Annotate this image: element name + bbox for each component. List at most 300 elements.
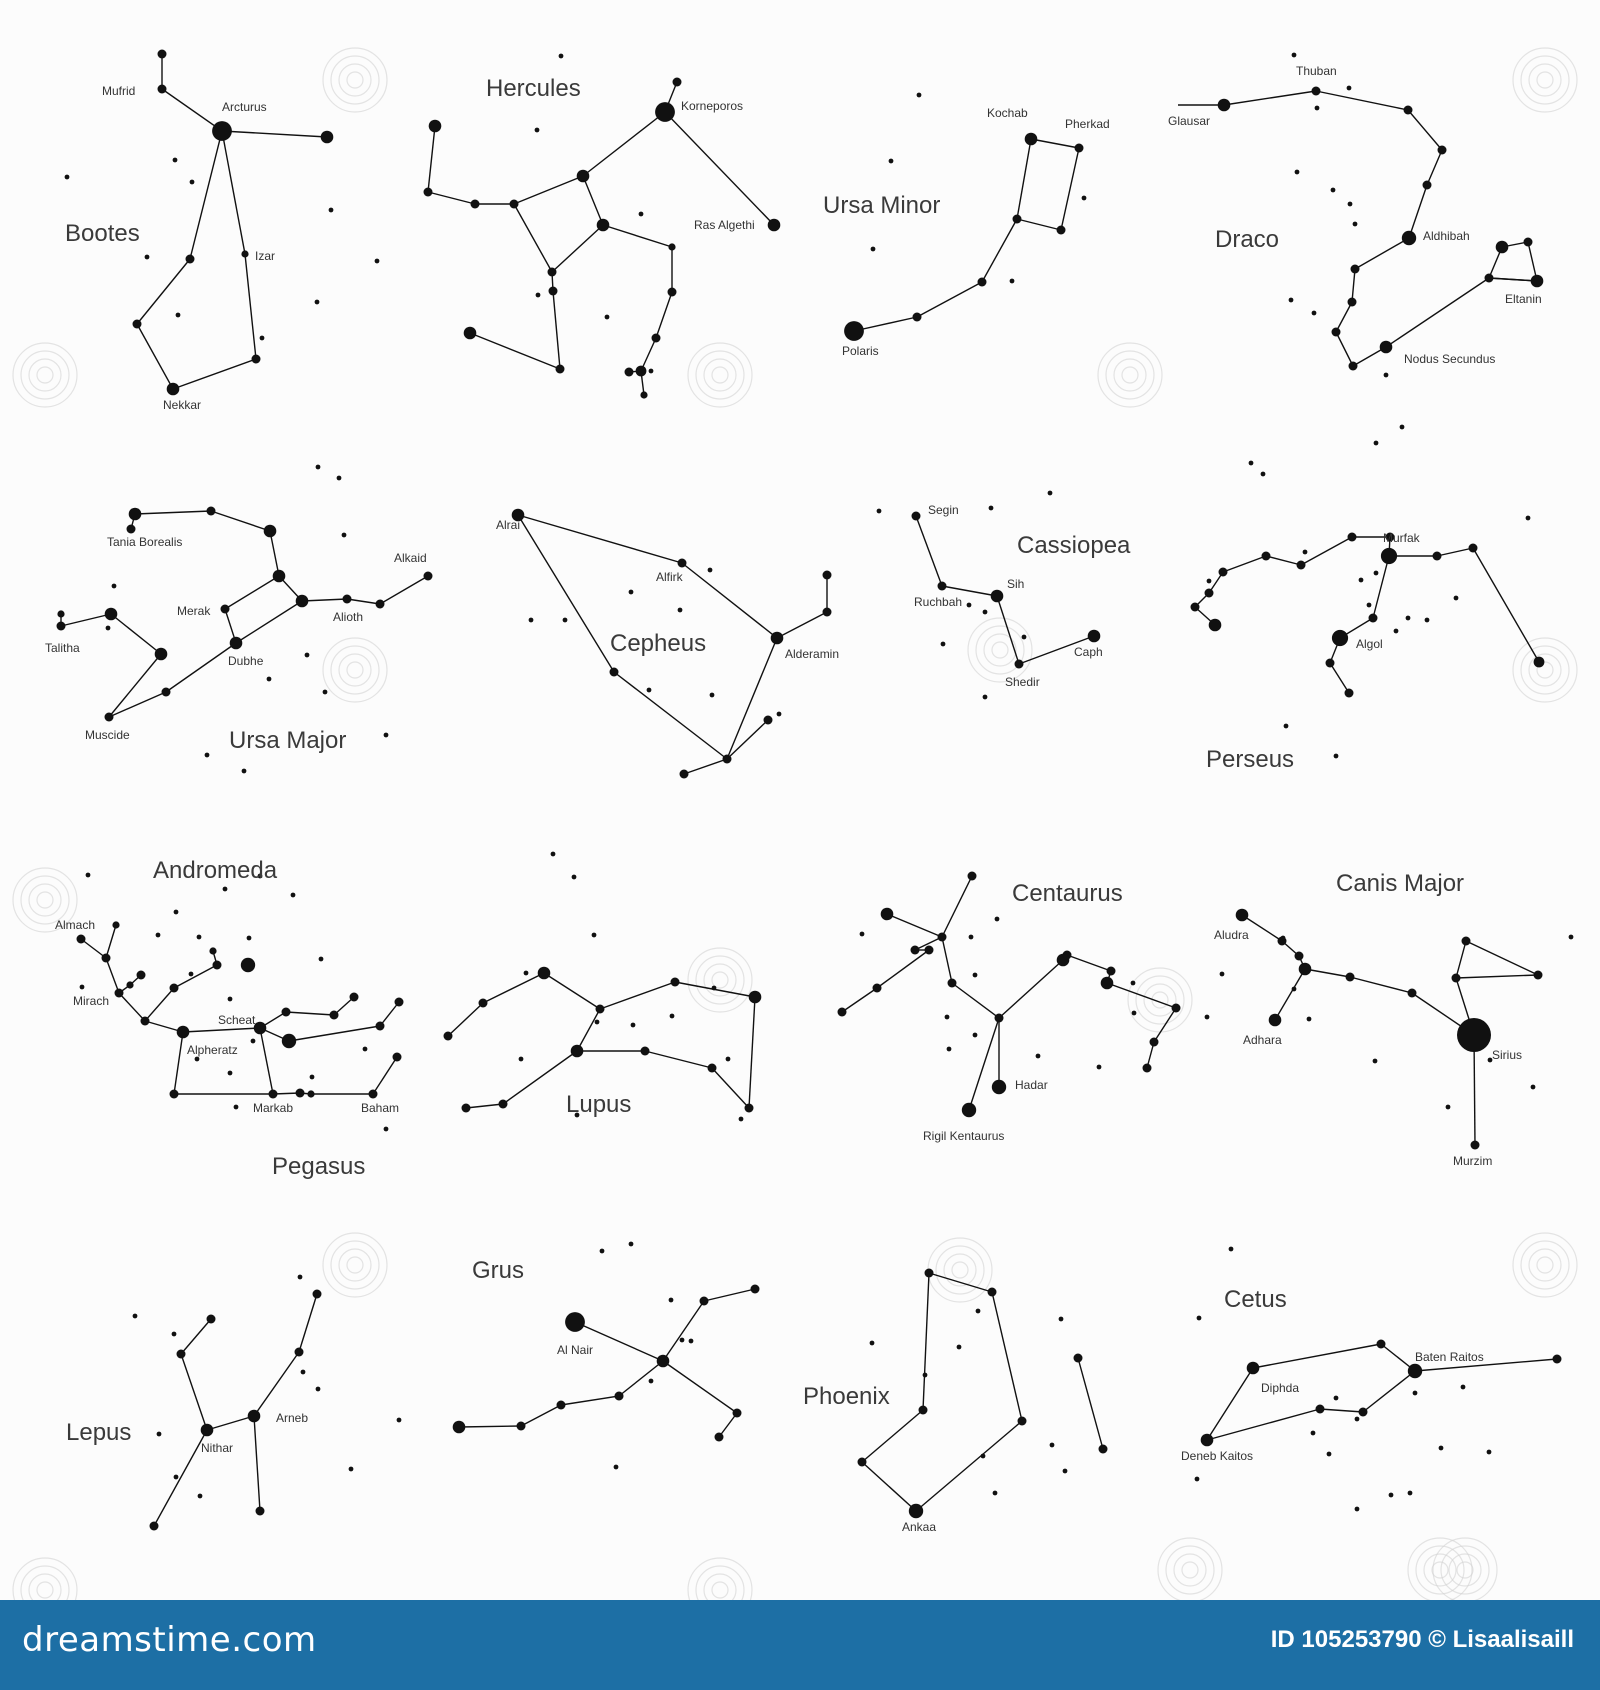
constellation-line-bootes: [137, 259, 190, 324]
constellation-line-andromeda: [174, 1032, 183, 1094]
star-draco-nodus-secundus: [1380, 341, 1393, 354]
constellation-name-perseus: Perseus: [1206, 746, 1295, 773]
constellation-line-centaurus: [1154, 1008, 1176, 1042]
background-star: [1331, 188, 1336, 193]
constellation-line-andromeda: [106, 925, 116, 958]
watermark-ring: [696, 1566, 744, 1600]
background-star: [260, 336, 265, 341]
star-centaurus: [925, 946, 934, 955]
star-andromeda: [170, 1090, 179, 1099]
star-perseus: [1345, 689, 1354, 698]
background-star: [190, 180, 195, 185]
constellation-name-centaurus: Centaurus: [1012, 880, 1123, 907]
constellation-line-ursa-major: [270, 531, 279, 576]
star-label: Shedir: [1005, 675, 1040, 689]
star-canis-major: [1295, 952, 1304, 961]
watermark-ring: [1128, 968, 1192, 1032]
background-star: [1261, 472, 1266, 477]
star-grus: [517, 1422, 526, 1431]
constellation-line-draco: [1408, 110, 1442, 150]
star-label: Korneporos: [681, 99, 744, 113]
constellation-line-lepus: [299, 1294, 317, 1352]
background-star: [301, 1370, 306, 1375]
constellation-line-draco: [1336, 332, 1353, 366]
star-hercules: [597, 219, 610, 232]
star-label: Dubhe: [228, 654, 264, 668]
background-star: [726, 1057, 731, 1062]
star-andromeda: [393, 1053, 402, 1062]
star-cepheus: [723, 755, 732, 764]
background-star: [649, 369, 654, 374]
constellation-name-hercules: Hercules: [486, 75, 581, 102]
background-star: [670, 1014, 675, 1019]
constellation-line-ursa-major: [109, 692, 166, 717]
star-ursa-minor-polaris: [844, 321, 864, 341]
watermark-ring: [1166, 1546, 1214, 1594]
watermark-ring: [331, 1241, 379, 1289]
stars-layer: [57, 50, 1574, 1531]
constellation-line-cepheus: [727, 638, 777, 759]
background-star: [1374, 441, 1379, 446]
background-star: [397, 1418, 402, 1423]
background-star: [989, 506, 994, 511]
star-label: Murzim: [1453, 1154, 1493, 1168]
background-star: [973, 1033, 978, 1038]
constellation-line-bootes: [137, 324, 173, 389]
constellation-line-andromeda: [119, 993, 145, 1021]
constellation-name-andromeda: Andromeda: [153, 857, 278, 884]
constellation-line-phoenix: [929, 1273, 992, 1292]
star-draco: [1438, 146, 1447, 155]
star-andromeda: [376, 1022, 385, 1031]
star-lupus: [749, 991, 762, 1004]
constellation-line-draco: [1386, 278, 1489, 347]
star-label: Alrai: [496, 518, 521, 532]
background-star: [710, 693, 715, 698]
star-label: Alkaid: [394, 551, 427, 565]
constellation-line-grus: [521, 1405, 561, 1426]
watermark-ring: [1098, 343, 1162, 407]
constellation-line-canis-major: [1305, 969, 1350, 977]
background-star: [524, 971, 529, 976]
background-star: [639, 212, 644, 217]
background-star: [712, 986, 717, 991]
watermark-ring: [1537, 72, 1553, 88]
star-hercules: [424, 188, 433, 197]
star-label: Pherkad: [1065, 117, 1110, 131]
watermark-ring: [1521, 646, 1569, 694]
watermark-ring: [704, 359, 736, 391]
background-star: [1050, 1443, 1055, 1448]
watermark-ring: [968, 618, 1032, 682]
star-canis-major: [1462, 937, 1471, 946]
watermark-swirl: [13, 1558, 77, 1600]
star-andromeda-scheat: [254, 1022, 267, 1035]
watermark-ring: [712, 972, 728, 988]
constellation-line-perseus: [1301, 537, 1352, 565]
constellation-line-canis-major: [1466, 941, 1538, 975]
star-cetus: [1553, 1355, 1562, 1364]
constellation-line-cassiopea: [997, 596, 1019, 664]
watermark-swirl: [1098, 343, 1162, 407]
star-lupus: [479, 999, 488, 1008]
star-canis-major: [1452, 974, 1461, 983]
star-draco: [1524, 238, 1533, 247]
star-cassiopea-ruchbah: [938, 582, 947, 591]
star-andromeda: [112, 921, 119, 928]
star-andromeda: [213, 961, 222, 970]
star-cetus-diphda: [1247, 1362, 1260, 1375]
background-star: [945, 1015, 950, 1020]
watermark-ring: [1529, 1249, 1561, 1281]
star-hercules: [625, 368, 634, 377]
star-centaurus: [968, 872, 977, 881]
background-star: [112, 584, 117, 589]
watermark-ring: [13, 343, 77, 407]
star-label: Ras Algethi: [694, 218, 755, 232]
star-bootes: [158, 50, 167, 59]
background-star: [1334, 1396, 1339, 1401]
constellation-line-cepheus: [777, 612, 827, 638]
constellation-line-cetus: [1363, 1371, 1415, 1412]
watermark-ring: [331, 646, 379, 694]
watermark-swirl: [688, 948, 752, 1012]
constellation-line-hercules: [603, 225, 672, 247]
star-bootes-arcturus: [212, 121, 232, 141]
constellation-name-ursa-minor: Ursa Minor: [823, 192, 941, 219]
constellation-line-cepheus: [684, 759, 727, 774]
constellation-line-andromeda: [380, 1002, 399, 1026]
constellation-name-cepheus: Cepheus: [610, 630, 707, 657]
star-cepheus-alderamin: [771, 632, 784, 645]
background-star: [995, 917, 1000, 922]
star-andromeda: [282, 1034, 296, 1048]
star-perseus: [1297, 561, 1306, 570]
watermark-swirl: [688, 1558, 752, 1600]
background-star: [981, 1454, 986, 1459]
constellation-line-grus: [663, 1301, 704, 1361]
star-ursa-major-muscide: [105, 713, 114, 722]
background-star: [739, 1117, 744, 1122]
star-bootes-izar: [241, 250, 248, 257]
constellation-line-hercules: [470, 333, 560, 369]
background-star: [1292, 987, 1297, 992]
star-cassiopea-caph: [1088, 630, 1101, 643]
constellation-line-ursa-major: [225, 576, 279, 609]
background-star: [708, 568, 713, 573]
star-label: Caph: [1074, 645, 1103, 659]
star-draco-eltanin: [1531, 275, 1544, 288]
star-centaurus: [838, 1008, 847, 1017]
star-perseus-algol: [1332, 630, 1348, 646]
background-star: [1367, 603, 1372, 608]
star-grus: [557, 1401, 566, 1410]
watermark-ring: [29, 884, 61, 916]
constellation-line-phoenix: [1078, 1358, 1103, 1449]
star-lupus: [745, 1104, 754, 1113]
constellation-line-centaurus: [887, 914, 942, 937]
background-star: [647, 688, 652, 693]
star-cetus: [1316, 1405, 1325, 1414]
star-ursa-major-merak: [221, 605, 230, 614]
watermark-ring: [323, 638, 387, 702]
background-star: [680, 1338, 685, 1343]
watermark-ring: [37, 367, 53, 383]
watermark-ring: [928, 1238, 992, 1302]
star-centaurus: [1172, 1004, 1181, 1013]
star-canis-major-sirius: [1457, 1018, 1491, 1052]
background-star: [1303, 550, 1308, 555]
star-phoenix: [1074, 1354, 1083, 1363]
star-phoenix: [925, 1269, 934, 1278]
constellation-line-ursa-minor: [917, 282, 982, 317]
constellation-line-centaurus: [842, 988, 877, 1012]
star-grus: [733, 1409, 742, 1418]
constellation-line-ursa-major: [380, 576, 428, 604]
constellation-line-centaurus: [952, 983, 999, 1018]
constellation-line-ursa-minor: [1017, 139, 1031, 219]
star-draco: [1485, 274, 1494, 283]
star-centaurus: [1107, 967, 1116, 976]
constellation-line-bootes: [190, 131, 222, 259]
star-bootes: [252, 355, 261, 364]
constellation-name-cetus: Cetus: [1224, 1286, 1287, 1313]
brand-logo[interactable]: dreamstime.com: [22, 1620, 317, 1660]
background-star: [1132, 1011, 1137, 1016]
constellation-line-phoenix: [992, 1292, 1022, 1421]
star-label: Scheat: [218, 1013, 256, 1027]
star-draco-thuban: [1312, 87, 1321, 96]
star-label: Merak: [177, 604, 211, 618]
background-star: [871, 247, 876, 252]
background-star: [1097, 1065, 1102, 1070]
background-star: [605, 315, 610, 320]
star-hercules: [673, 78, 682, 87]
background-star: [917, 93, 922, 98]
constellation-line-hercules: [665, 112, 774, 225]
constellation-line-draco: [1427, 150, 1442, 185]
background-star: [1082, 196, 1087, 201]
background-star: [629, 1242, 634, 1247]
star-label: Nekkar: [163, 398, 202, 412]
background-star: [536, 293, 541, 298]
constellation-line-lupus: [712, 1068, 749, 1108]
background-star: [228, 1071, 233, 1076]
constellation-line-grus: [663, 1361, 737, 1413]
background-star: [228, 997, 233, 1002]
constellation-line-lupus: [448, 1003, 483, 1036]
star-ursa-minor: [1057, 226, 1066, 235]
constellation-line-bootes: [245, 254, 256, 359]
star-perseus: [1469, 544, 1478, 553]
background-star: [1059, 1317, 1064, 1322]
background-star: [860, 932, 865, 937]
star-ursa-major-alkaid: [424, 572, 433, 581]
watermark-ring: [1114, 359, 1146, 391]
constellation-line-ursa-minor: [982, 219, 1017, 282]
star-label: Muscide: [85, 728, 130, 742]
constellation-line-lupus: [466, 1104, 503, 1108]
constellation-line-andromeda: [373, 1057, 397, 1094]
background-star: [1408, 1491, 1413, 1496]
watermark-ring: [21, 1566, 69, 1600]
star-perseus: [1369, 614, 1378, 623]
star-draco: [1348, 298, 1357, 307]
star-label: Arneb: [276, 1411, 309, 1425]
star-perseus: [1219, 568, 1228, 577]
background-star: [247, 936, 252, 941]
constellation-line-ursa-major: [236, 601, 302, 643]
constellation-line-perseus: [1266, 556, 1301, 565]
star-label: Segin: [928, 503, 959, 517]
labels-layer: [45, 64, 1542, 1534]
star-label: Talitha: [45, 641, 80, 655]
background-star: [967, 603, 972, 608]
constellation-line-canis-major: [1456, 941, 1466, 978]
star-andromeda: [330, 1011, 339, 1020]
constellation-line-ursa-major: [135, 511, 211, 514]
star-hercules: [556, 365, 565, 374]
background-star: [316, 465, 321, 470]
star-lepus: [256, 1507, 265, 1516]
background-star: [291, 893, 296, 898]
constellation-name-phoenix: Phoenix: [803, 1383, 890, 1410]
background-star: [973, 973, 978, 978]
star-label: Adhara: [1243, 1033, 1282, 1047]
star-cepheus: [764, 716, 773, 725]
background-star: [870, 1341, 875, 1346]
constellation-name-draco: Draco: [1215, 226, 1280, 253]
background-star: [923, 1373, 928, 1378]
background-star: [614, 1465, 619, 1470]
star-ursa-major-alioth: [343, 595, 352, 604]
star-grus-al-nair: [565, 1312, 585, 1332]
watermark-swirl: [688, 343, 752, 407]
background-star: [106, 626, 111, 631]
background-star: [1531, 1085, 1536, 1090]
constellation-line-phoenix: [862, 1410, 923, 1462]
star-andromeda: [350, 993, 359, 1002]
background-star: [1355, 1507, 1360, 1512]
constellation-line-draco: [1336, 302, 1352, 332]
star-cepheus: [823, 608, 832, 617]
star-canis-major: [1299, 963, 1312, 976]
constellation-line-andromeda: [260, 1028, 273, 1094]
star-label: Murfak: [1383, 531, 1420, 545]
background-star: [631, 1023, 636, 1028]
star-andromeda-markab: [269, 1090, 278, 1099]
star-cassiopea-segin: [912, 512, 921, 521]
watermark-ring: [37, 892, 53, 908]
watermark-ring: [688, 948, 752, 1012]
star-lepus: [177, 1350, 186, 1359]
constellation-line-ursa-major: [109, 654, 161, 717]
star-lupus: [462, 1104, 471, 1113]
constellation-line-hercules: [553, 291, 560, 369]
star-label: Almach: [55, 918, 96, 932]
constellation-line-andromeda: [145, 988, 174, 1021]
star-ursa-major: [207, 507, 216, 516]
star-label: Baten Raitos: [1415, 1350, 1484, 1364]
watermark-ring: [1529, 64, 1561, 96]
star-ursa-major: [105, 608, 118, 621]
background-star: [559, 54, 564, 59]
star-bootes-nekkar: [167, 383, 180, 396]
background-star: [316, 1387, 321, 1392]
watermark-ring: [1174, 1554, 1206, 1586]
star-draco: [1349, 362, 1358, 371]
star-lepus: [313, 1290, 322, 1299]
background-star: [941, 642, 946, 647]
star-label: Ankaa: [902, 1520, 937, 1534]
constellation-line-centaurus: [969, 1018, 999, 1110]
background-star: [329, 208, 334, 213]
constellation-line-lupus: [749, 997, 755, 1108]
star-label: Kochab: [987, 106, 1028, 120]
background-star: [1347, 86, 1352, 91]
star-label: Sih: [1007, 577, 1025, 591]
author-name[interactable]: Lisaalisaill: [1452, 1626, 1574, 1653]
star-label: Mirach: [73, 994, 110, 1008]
background-star: [1413, 1391, 1418, 1396]
constellation-line-bootes: [222, 131, 245, 254]
star-perseus: [1205, 589, 1214, 598]
watermark-ring: [1457, 1562, 1473, 1578]
watermark-swirl: [928, 1238, 992, 1302]
background-star: [572, 875, 577, 880]
constellation-line-phoenix: [862, 1462, 916, 1511]
background-star: [1374, 571, 1379, 576]
watermark-swirl: [13, 343, 77, 407]
star-andromeda: [141, 1017, 150, 1026]
constellation-line-lupus: [577, 1009, 600, 1051]
constellation-name-pegasus: Pegasus: [272, 1153, 366, 1180]
star-bootes-mufrid: [158, 85, 167, 94]
background-star: [678, 608, 683, 613]
constellation-line-grus: [561, 1396, 619, 1405]
watermark-ring: [323, 48, 387, 112]
background-star: [1348, 202, 1353, 207]
star-ursa-major: [264, 525, 277, 538]
star-lepus: [295, 1348, 304, 1357]
star-perseus: [1262, 552, 1271, 561]
background-star: [551, 852, 556, 857]
constellation-line-centaurus: [877, 950, 929, 988]
star-draco: [1332, 328, 1341, 337]
star-bootes: [321, 131, 334, 144]
constellation-line-bootes: [173, 359, 256, 389]
star-centaurus: [995, 1014, 1004, 1023]
background-star: [1315, 106, 1320, 111]
watermark-ring: [1158, 1538, 1222, 1600]
constellation-line-cetus: [1320, 1409, 1363, 1412]
star-label: Thuban: [1296, 64, 1337, 78]
star-hercules: [636, 366, 647, 377]
background-star: [993, 1491, 998, 1496]
star-andromeda: [296, 1089, 305, 1098]
watermark-swirl: [1128, 968, 1192, 1032]
constellation-name-ursa-major: Ursa Major: [229, 727, 347, 754]
star-label: Algol: [1356, 637, 1383, 651]
star-ursa-major: [296, 595, 309, 608]
star-ursa-major-talitha: [57, 622, 66, 631]
star-label: Glausar: [1168, 114, 1211, 128]
star-hercules: [668, 243, 675, 250]
star-ursa-major: [155, 648, 168, 661]
background-star: [310, 1075, 315, 1080]
constellation-line-centaurus: [1067, 955, 1111, 971]
watermark-swirl: [1513, 1233, 1577, 1297]
